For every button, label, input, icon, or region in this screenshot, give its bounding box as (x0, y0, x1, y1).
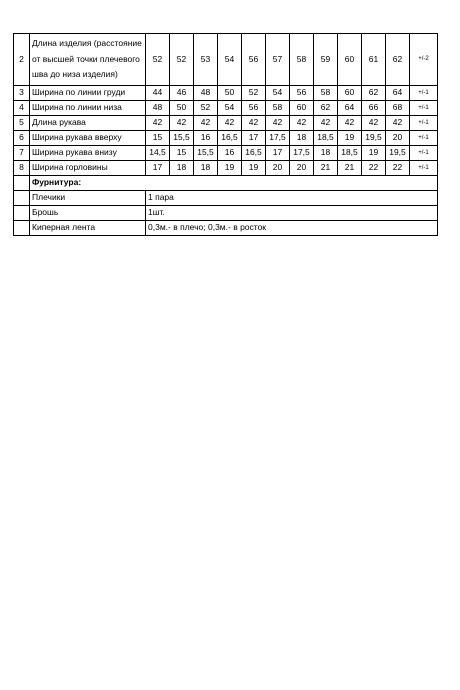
size-value: 20 (386, 131, 410, 146)
size-value: 56 (242, 101, 266, 116)
size-value: 62 (314, 101, 338, 116)
size-value: 52 (242, 86, 266, 101)
size-value: 50 (170, 101, 194, 116)
size-value: 18,5 (338, 146, 362, 161)
measurement-name: Длина рукава (30, 116, 146, 131)
size-value: 60 (338, 86, 362, 101)
table-row (14, 161, 438, 176)
furniture-row (14, 191, 438, 206)
size-value: 22 (362, 161, 386, 176)
size-value: 58 (266, 101, 290, 116)
size-value: 54 (218, 34, 242, 86)
tolerance-value: +/-1 (410, 161, 438, 176)
size-value: 19 (338, 131, 362, 146)
size-value: 42 (362, 116, 386, 131)
row-number: 5 (14, 116, 30, 131)
furniture-item-name: Брошь (30, 206, 146, 221)
size-value: 19,5 (386, 146, 410, 161)
size-value: 17,5 (266, 131, 290, 146)
furniture-row (14, 206, 438, 221)
furniture-item-name: Киперная лента (30, 221, 146, 236)
empty-cell (14, 221, 30, 236)
size-value: 14,5 (146, 146, 170, 161)
measurement-sheet (13, 33, 438, 236)
furniture-item-name: Плечики (30, 191, 146, 206)
size-value: 57 (266, 34, 290, 86)
size-value: 42 (266, 116, 290, 131)
size-value: 17 (146, 161, 170, 176)
size-value: 15 (146, 131, 170, 146)
size-value: 15,5 (170, 131, 194, 146)
table-row (14, 146, 438, 161)
size-value: 18 (170, 161, 194, 176)
size-value: 54 (266, 86, 290, 101)
size-value: 19 (242, 161, 266, 176)
size-value: 53 (194, 34, 218, 86)
size-value: 17 (266, 146, 290, 161)
size-value: 17,5 (290, 146, 314, 161)
row-number: 8 (14, 161, 30, 176)
size-value: 48 (194, 86, 218, 101)
table-row (14, 131, 438, 146)
size-value: 42 (194, 116, 218, 131)
tolerance-value: +/-1 (410, 131, 438, 146)
size-value: 18 (290, 131, 314, 146)
size-value: 16,5 (218, 131, 242, 146)
size-value: 42 (386, 116, 410, 131)
size-value: 20 (290, 161, 314, 176)
table-row (14, 101, 438, 116)
table-row (14, 86, 438, 101)
measurement-name: Ширина рукава внизу (30, 146, 146, 161)
size-value: 21 (338, 161, 362, 176)
furniture-item-value: 1шт. (146, 206, 438, 221)
size-value: 21 (314, 161, 338, 176)
table-row (14, 116, 438, 131)
size-value: 42 (242, 116, 266, 131)
size-value: 16 (218, 146, 242, 161)
size-value: 19 (218, 161, 242, 176)
row-number: 4 (14, 101, 30, 116)
measurement-name: Ширина по линии груди (30, 86, 146, 101)
size-value: 18,5 (314, 131, 338, 146)
furniture-item-value: 0,3м.- в плечо; 0,3м.- в росток (146, 221, 438, 236)
size-value: 42 (314, 116, 338, 131)
measurement-name: Ширина горловины (30, 161, 146, 176)
size-value: 46 (170, 86, 194, 101)
size-value: 64 (386, 86, 410, 101)
size-value: 62 (386, 34, 410, 86)
size-value: 50 (218, 86, 242, 101)
tolerance-value: +/-1 (410, 116, 438, 131)
furniture-header-row (14, 176, 438, 191)
empty-cell (14, 206, 30, 221)
size-value: 20 (266, 161, 290, 176)
size-value: 42 (338, 116, 362, 131)
size-value: 56 (242, 34, 266, 86)
furniture-row (14, 221, 438, 236)
tolerance-value: +/-1 (410, 86, 438, 101)
table-row (14, 34, 438, 86)
size-value: 58 (314, 86, 338, 101)
row-number: 7 (14, 146, 30, 161)
measurement-name: Длина изделия (расстояние от высшей точки плечевого шва до низа изделия) (30, 34, 146, 86)
size-value: 22 (386, 161, 410, 176)
size-value: 68 (386, 101, 410, 116)
size-value: 42 (146, 116, 170, 131)
furniture-item-value: 1 пара (146, 191, 438, 206)
size-value: 59 (314, 34, 338, 86)
size-value: 42 (290, 116, 314, 131)
size-value: 19,5 (362, 131, 386, 146)
tolerance-value: +/-2 (410, 34, 438, 86)
size-value: 54 (218, 101, 242, 116)
size-value: 15,5 (194, 146, 218, 161)
size-value: 61 (362, 34, 386, 86)
size-value: 60 (338, 34, 362, 86)
size-value: 15 (170, 146, 194, 161)
size-value: 52 (170, 34, 194, 86)
size-value: 42 (218, 116, 242, 131)
size-value: 19 (362, 146, 386, 161)
measurement-table (13, 33, 438, 236)
size-value: 42 (170, 116, 194, 131)
tolerance-value: +/-1 (410, 101, 438, 116)
empty-cell (14, 191, 30, 206)
tolerance-value: +/-1 (410, 146, 438, 161)
size-value: 18 (194, 161, 218, 176)
row-number: 3 (14, 86, 30, 101)
measurement-name: Ширина рукава вверху (30, 131, 146, 146)
size-value: 16,5 (242, 146, 266, 161)
size-value: 62 (362, 86, 386, 101)
size-value: 44 (146, 86, 170, 101)
size-value: 16 (194, 131, 218, 146)
size-value: 58 (290, 34, 314, 86)
row-number: 2 (14, 34, 30, 86)
size-value: 48 (146, 101, 170, 116)
measurement-name: Ширина по линии низа (30, 101, 146, 116)
empty-cell (14, 176, 30, 191)
size-value: 52 (194, 101, 218, 116)
size-value: 56 (290, 86, 314, 101)
size-value: 60 (290, 101, 314, 116)
size-value: 17 (242, 131, 266, 146)
size-value: 18 (314, 146, 338, 161)
size-value: 66 (362, 101, 386, 116)
furniture-title: Фурнитура: (30, 176, 438, 191)
row-number: 6 (14, 131, 30, 146)
size-value: 52 (146, 34, 170, 86)
size-value: 64 (338, 101, 362, 116)
